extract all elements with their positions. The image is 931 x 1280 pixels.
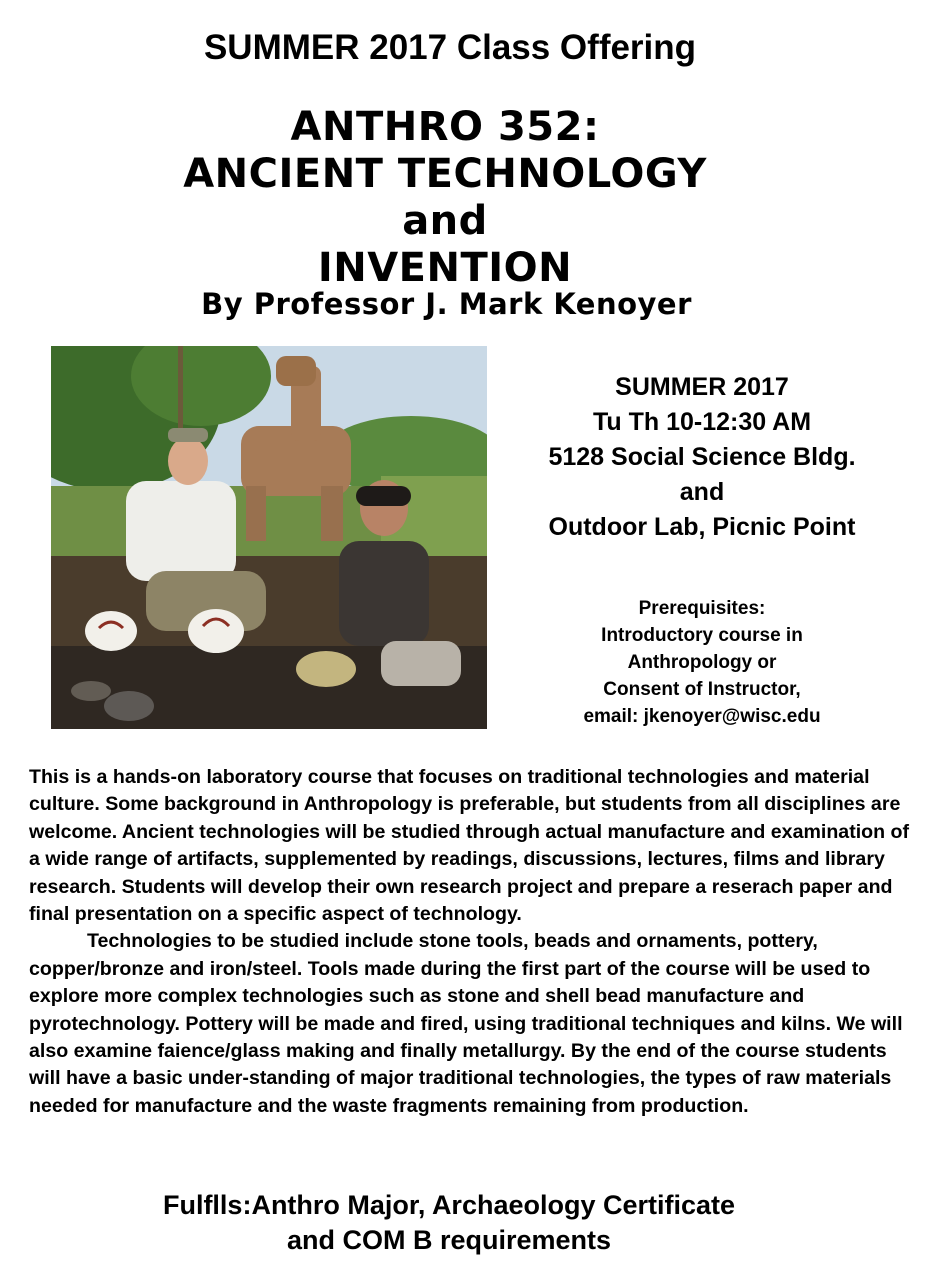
prerequisites-line: Consent of Instructor, xyxy=(603,679,801,700)
course-title-line: INVENTION xyxy=(317,245,573,291)
description-paragraph: This is a hands-on laboratory course that focuses on traditional technologies and material culture. Some background in Anthropology is preferable, but students from all disciplines are welcome. Ancient technologies will be studied through actual manufacture and examination of a wide range of artifacts, supplemented by readings, discussions, lectures, films and library research. Students will develop their own research project and prepare a reserach paper and final presentation on a specific aspect of technology. xyxy=(29,766,910,926)
schedule-line: Tu Th 10-12:30 AM xyxy=(592,408,812,436)
instructor-email: email: jkenoyer@wisc.edu xyxy=(583,706,821,727)
course-title xyxy=(0,104,890,292)
course-title-line: ANTHRO 352: xyxy=(290,104,600,150)
prerequisites-line: Prerequisites: xyxy=(638,598,766,619)
prerequisites-line: Introductory course in xyxy=(601,625,803,646)
prerequisites-line: Anthropology or xyxy=(627,652,777,673)
schedule-line: SUMMER 2017 xyxy=(615,373,789,401)
fulfills-line: Fulflls:Anthro Major, Archaeology Certificate xyxy=(162,1190,736,1220)
fulfills-block xyxy=(0,1188,898,1258)
prerequisites-block xyxy=(500,595,904,730)
description-paragraph: Technologies to be studied include stone tools, beads and ornaments, pottery, copper/bronze and iron/steel. Tools made during the first part of the course will be used to explore more complex technologies such as stone and shell bead manufacture and pyrotechnology. Pottery will be made and fired, using traditional techniques and kilns. We will also examine faience/glass making and finally metallurgy. By the end of the course students will have a basic under-standing of major traditional technologies, the types of raw materials needed for manufacture and the waste fragments remaining from production. xyxy=(29,930,903,1117)
schedule-line: and xyxy=(679,478,725,506)
schedule-line: 5128 Social Science Bldg. xyxy=(548,443,856,471)
fulfills-line: and COM B requirements xyxy=(286,1225,612,1255)
schedule-line: Outdoor Lab, Picnic Point xyxy=(548,513,856,541)
course-title-line: and xyxy=(402,198,488,244)
header-line: SUMMER 2017 Class Offering xyxy=(203,28,697,67)
course-description xyxy=(29,764,919,1120)
course-title-line: ANCIENT TECHNOLOGY xyxy=(183,151,707,197)
professor-line: By Professor J. Mark Kenoyer xyxy=(201,287,692,321)
course-photo xyxy=(51,346,487,729)
schedule-block xyxy=(500,370,904,545)
